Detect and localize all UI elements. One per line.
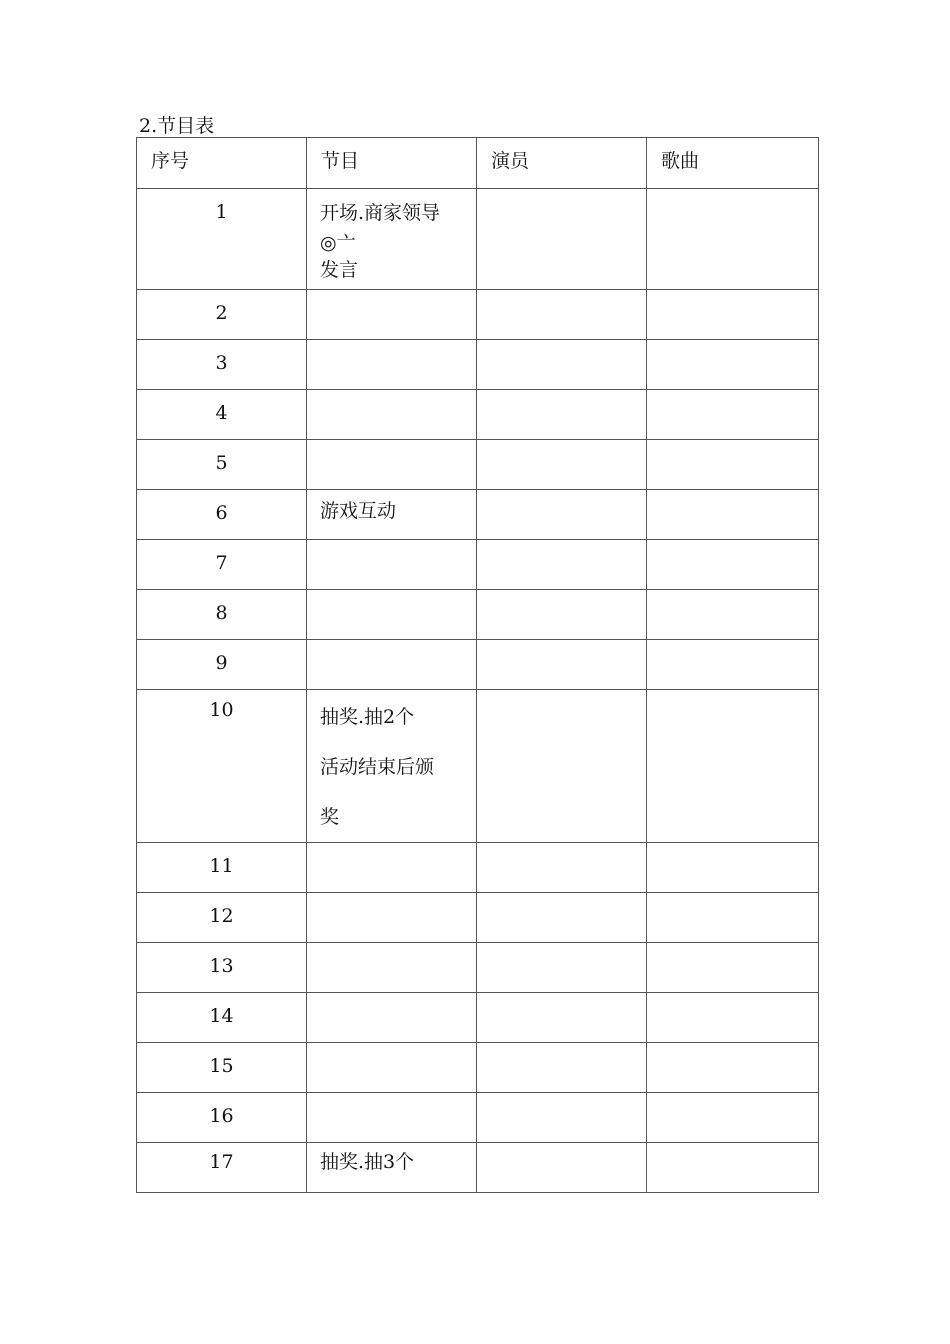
header-number: 序号 xyxy=(137,138,307,189)
table-row xyxy=(137,189,819,290)
row-number: 1 xyxy=(137,189,307,290)
row-program xyxy=(307,943,477,993)
row-number: 9 xyxy=(137,640,307,690)
row-program xyxy=(307,893,477,943)
row-number: 10 xyxy=(137,690,307,843)
row-number: 11 xyxy=(137,843,307,893)
table-row xyxy=(137,340,819,390)
row-song xyxy=(647,943,819,993)
row-performer xyxy=(477,640,647,690)
table-row xyxy=(137,590,819,640)
row-performer xyxy=(477,943,647,993)
table-row xyxy=(137,1093,819,1143)
row-program xyxy=(307,993,477,1043)
table-row xyxy=(137,1043,819,1093)
row-performer xyxy=(477,993,647,1043)
row-number: 17 xyxy=(137,1143,307,1193)
table-row xyxy=(137,490,819,540)
row-program xyxy=(307,540,477,590)
row-number: 8 xyxy=(137,590,307,640)
row-song xyxy=(647,290,819,340)
table-row xyxy=(137,1143,819,1193)
table-row xyxy=(137,440,819,490)
header-performer: 演员 xyxy=(477,138,647,189)
row-song xyxy=(647,843,819,893)
table-row xyxy=(137,390,819,440)
row-song xyxy=(647,640,819,690)
header-program: 节目 xyxy=(307,138,477,189)
row-number: 13 xyxy=(137,943,307,993)
program-line: ◎亠 xyxy=(320,232,356,254)
row-number: 3 xyxy=(137,340,307,390)
row-number: 16 xyxy=(137,1093,307,1143)
row-number: 7 xyxy=(137,540,307,590)
program-table xyxy=(136,137,819,1193)
program-line: 抽奖.抽3个 xyxy=(320,1151,415,1173)
program-line: 抽奖.抽2个 xyxy=(320,706,415,728)
row-song xyxy=(647,690,819,843)
row-performer xyxy=(477,690,647,843)
row-song xyxy=(647,189,819,290)
row-performer xyxy=(477,1093,647,1143)
row-song xyxy=(647,440,819,490)
row-song xyxy=(647,1093,819,1143)
row-song xyxy=(647,490,819,540)
row-song xyxy=(647,1043,819,1093)
row-song xyxy=(647,993,819,1043)
row-performer xyxy=(477,1043,647,1093)
row-song xyxy=(647,390,819,440)
row-performer xyxy=(477,490,647,540)
row-program xyxy=(307,290,477,340)
row-song xyxy=(647,540,819,590)
row-performer xyxy=(477,1143,647,1193)
table-row xyxy=(137,893,819,943)
table-row xyxy=(137,943,819,993)
program-line: 奖 xyxy=(320,806,340,828)
table-header-row xyxy=(137,138,819,189)
header-song: 歌曲 xyxy=(647,138,819,189)
row-performer xyxy=(477,290,647,340)
row-number: 4 xyxy=(137,390,307,440)
table-row xyxy=(137,540,819,590)
row-performer xyxy=(477,390,647,440)
row-performer xyxy=(477,340,647,390)
row-program xyxy=(307,390,477,440)
row-number: 6 xyxy=(137,490,307,540)
row-program xyxy=(307,189,477,290)
row-number: 14 xyxy=(137,993,307,1043)
table-row xyxy=(137,290,819,340)
row-performer xyxy=(477,440,647,490)
row-performer xyxy=(477,893,647,943)
row-program xyxy=(307,690,477,843)
program-line: 活动结束后颁 xyxy=(320,756,435,778)
row-program xyxy=(307,1043,477,1093)
row-performer xyxy=(477,189,647,290)
row-number: 5 xyxy=(137,440,307,490)
program-line: 开场.商家领导 xyxy=(320,202,441,224)
row-program xyxy=(307,843,477,893)
table-row xyxy=(137,690,819,843)
row-performer xyxy=(477,540,647,590)
row-program xyxy=(307,490,477,540)
table-row xyxy=(137,640,819,690)
program-line: 游戏互动 xyxy=(320,500,397,522)
table-row xyxy=(137,993,819,1043)
row-song xyxy=(647,340,819,390)
table-row xyxy=(137,843,819,893)
row-song xyxy=(647,893,819,943)
section-title: 2.节目表 xyxy=(139,115,215,137)
row-program xyxy=(307,440,477,490)
row-number: 12 xyxy=(137,893,307,943)
row-program xyxy=(307,590,477,640)
row-performer xyxy=(477,590,647,640)
row-song xyxy=(647,1143,819,1193)
program-line: 发言 xyxy=(320,259,359,281)
row-number: 2 xyxy=(137,290,307,340)
row-program xyxy=(307,640,477,690)
row-program xyxy=(307,340,477,390)
row-performer xyxy=(477,843,647,893)
row-song xyxy=(647,590,819,640)
row-number: 15 xyxy=(137,1043,307,1093)
row-program xyxy=(307,1093,477,1143)
row-program xyxy=(307,1143,477,1193)
